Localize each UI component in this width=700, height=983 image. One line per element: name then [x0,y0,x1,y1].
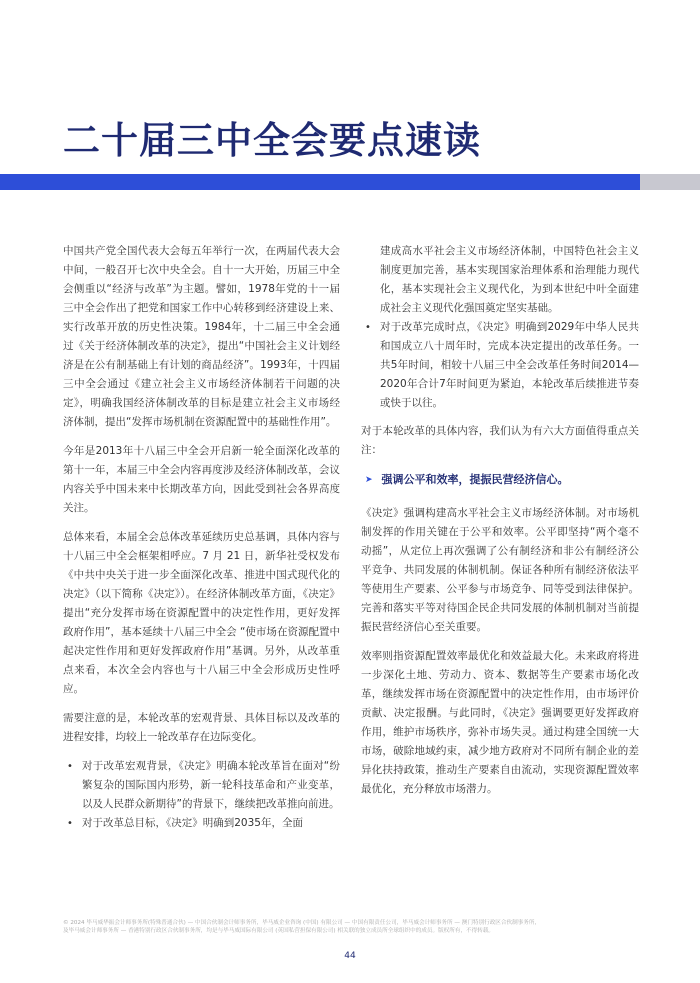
left-column [63,242,340,842]
context-paragraph: 今年是2013年十八届三中全会开启新一轮全面深化改革的第十一年，本届三中全会内容再度涉及经济体制改革，会议内容关乎中国未来中长期改革方向，因此受到社会各界高度关注。 [63,445,340,514]
intro-paragraph: 中国共产党全国代表大会每五年举行一次，在两届代表大会中间，一般召开七次中央全会。自十一大开始，历届三中全会侧重以“经济与改革”为主题。譬如，1978年党的十一届三中全会作出了把党和国家工作中心转移到经济建设上来、实行改革开放的历史性决策。1984年，十二届三中全会通过《关于经济体制改革的决定》，提出“中国社会主义计划经济是在公有制基础上有计划的商品经济”。1993年，十四届三中全会通过《建立社会主义市场经济体制若干问题的决定》，明确我国经济体制改革的目标是建立社会主义市场经济体制，提出“发挥市场机制在资源配置中的基础性作用”。 [63,245,340,428]
bullet-icon: • [365,322,371,333]
list-item [63,757,340,814]
fairness-paragraph: 《决定》强调构建高水平社会主义市场经济体制。对市场机制发挥的作用关键在于公平和效率。公平即坚持“两个毫不动摇”，从定位上再次强调了公有制经济和非公有制经济公平竞争、共同发展的体制机制。保证各种所有制经济依法平等使用生产要素、公平参与市场竞争、同等受到法律保护。完善和落实平等对待国企民企共同发展的体制机制对当前提振民营经济信心至关重要。 [361,507,639,633]
focus-paragraph: 对于本轮改革的具体内容，我们认为有六大方面值得重点关注： [361,425,639,456]
overview-paragraph: 总体来看，本届全会总体改革延续历史总基调，具体内容与十八届三中全会框架相呼应。7 月 21 日，新华社受权发布《中共中央关于进一步全面深化改革、推进中国式现代化的决定》（以下简称《决定》）。在经济体制改革方面，《决定》提出“充分发挥市场在资源配置中的决定性作用，更好发挥政府作用”，基本延续十八届三中全会 “使市场在资源配置中起决定性作用和更好发挥政府作用”基调。另外，从改革重点来看，本次全会内容也与十八届三中全会形成历史性呼应。 [63,531,340,695]
list-item-text: 建成高水平社会主义市场经济体制，中国特色社会主义制度更加完善，基本实现国家治理体系和治理能力现代化，基本实现社会主义现代化，为到本世纪中叶全面建成社会主义现代化强国奠定坚实基础。 [380,245,639,314]
right-column [361,242,639,809]
list-item [63,814,340,833]
change-list-continued [361,242,639,413]
bullet-icon: • [67,818,73,829]
legal-footer [63,919,638,935]
change-list [63,757,340,833]
section-heading-text: 强调公平和效率，提振民营经济信心。 [381,473,569,486]
arrow-right-icon: ➤ [365,475,373,485]
page-number: 44 [344,951,356,961]
list-item [361,318,639,413]
legal-footer-line: 及毕马威会计师事务所 — 香港特别行政区合伙制事务所，均是与毕马威国际有限公司 (英国私营担保有限公司) 相关联的独立成员所全球组织中的成员。版权所有，不得转载。 [63,928,495,934]
legal-footer-line: © 2024 毕马威华振会计师事务所(特殊普通合伙) — 中国合伙制会计师事务所，毕马威企业咨询 (中国) 有限公司 — 中国有限责任公司，毕马威会计师事务所 — 澳门特别行政区合伙制事务所， [63,920,541,926]
efficiency-paragraph: 效率则指资源配置效率最优化和效益最大化。未来政府将进一步深化土地、劳动力、资本、数据等生产要素市场化改革，继续发挥市场在资源配置中的决定性作用，由市场评价贡献、决定报酬。与此同时，《决定》强调要更好发挥政府作用，维护市场秩序，弥补市场失灵。通过构建全国统一大市场，破除地域约束，减少地方政府对不同所有制企业的差异化扶持政策，推动生产要素自由流动，实现资源配置效率最优化，充分释放市场潜力。 [361,650,639,795]
section-heading [361,470,639,490]
header-accent-bar [0,174,640,190]
list-item-text: 对于改革完成时点，《决定》明确到2029年中华人民共和国成立八十周年时，完成本决定提出的改革任务。一共5年时间，相较十八届三中全会改革任务时间2014—2020年合计7年时间更为紧迫，本轮改革后续推进节奏或快于以往。 [380,321,639,409]
list-item-text: 对于改革宏观背景，《决定》明确本轮改革旨在面对“纷繁复杂的国际国内形势，新一轮科技革命和产业变革，以及人民群众新期待”的背景下，继续把改革推向前进。 [82,760,340,810]
bullet-icon: • [67,761,73,772]
page-title: 二十届三中全会要点速读 [63,119,481,162]
list-item [361,242,639,318]
header-accent-bar-end [640,174,700,190]
note-paragraph: 需要注意的是，本轮改革的宏观背景、具体目标以及改革的进程安排，均较上一轮改革存在边际变化。 [63,712,340,743]
list-item-text: 对于改革总目标，《决定》明确到2035年，全面 [82,817,303,829]
